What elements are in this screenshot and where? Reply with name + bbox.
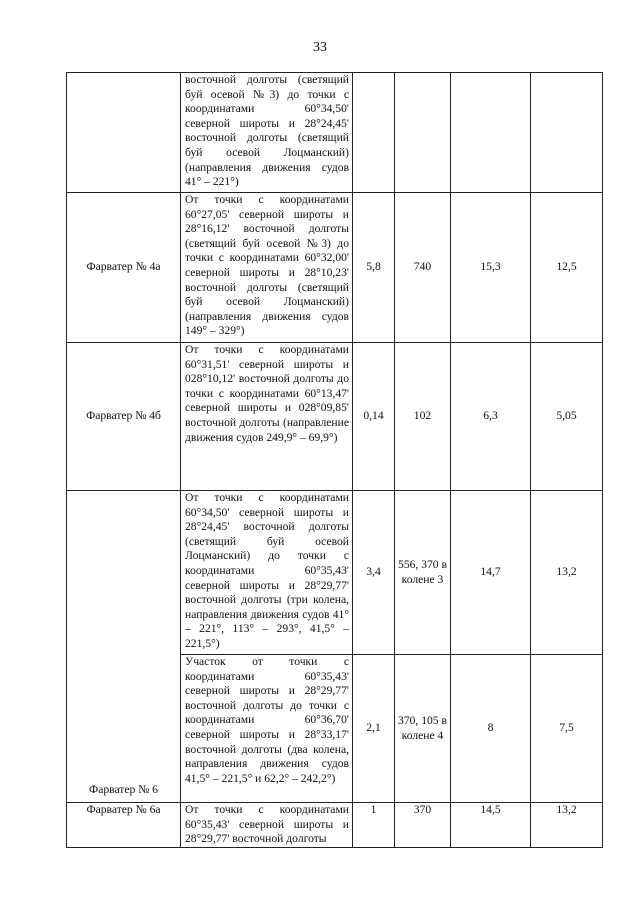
width1-cell: 14,5 — [451, 803, 531, 848]
length-cell: 3,4 — [353, 491, 395, 655]
length-cell: 1 — [353, 803, 395, 848]
fairway-name-cell: Фарватер № 4б — [67, 343, 181, 491]
width1-cell: 14,7 — [451, 491, 531, 655]
length-cell — [353, 73, 395, 193]
width2-cell: 12,5 — [531, 193, 603, 343]
fairway-name-cell: Фарватер № 4а — [67, 193, 181, 343]
page-number: 33 — [313, 40, 327, 55]
depth-cell: 102 — [395, 343, 451, 491]
width2-cell: 13,2 — [531, 803, 603, 848]
width1-cell — [451, 73, 531, 193]
width2-cell: 5,05 — [531, 343, 603, 491]
length-cell: 0,14 — [353, 343, 395, 491]
table-row — [67, 73, 603, 193]
width1-cell: 6,3 — [451, 343, 531, 491]
width2-cell: 13,2 — [531, 491, 603, 655]
width1-cell: 8 — [451, 655, 531, 803]
depth-cell: 556, 370 в колене 3 — [395, 491, 451, 655]
table-row — [67, 803, 603, 848]
width2-cell: 7,5 — [531, 655, 603, 803]
route-description-cell: От точки с координатами 60°31,51' северной широты и 028°10,12' восточной долготы до точки с координатами 60°13,47' северной широты и 028°09,85' восточной долготы (направление движения судов 249,9° – 69,9°) — [181, 343, 353, 491]
width2-cell — [531, 73, 603, 193]
depth-cell: 370 — [395, 803, 451, 848]
route-description-cell: От точки с координатами 60°34,50' северной широты и 28°24,45' восточной долготы (светящий буй осевой Лоцманский) до точки с координатами 60°35,43' северной широты и 28°29,77' восточной долготы (три колена, направления движения судов 41° – 221°, 113° – 293°, 41,5° – 221,5°) — [181, 491, 353, 655]
table-row — [67, 491, 603, 655]
route-description-cell: восточной долготы (светящий буй осевой №3) до точки с координатами 60°34,50' северной широты и 28°24,45' восточной долготы (светящий буй осевой Лоцманский) (направления движения судов 41° – 221°) — [181, 73, 353, 193]
fairway-name-cell — [67, 73, 181, 193]
fairway-table — [66, 72, 603, 848]
length-cell: 2,1 — [353, 655, 395, 803]
depth-cell: 740 — [395, 193, 451, 343]
route-description-cell: От точки с координатами 60°35,43' северной широты и 28°29,77' восточной долготы — [181, 803, 353, 848]
route-description-cell: От точки с координатами 60°27,05' северной широты и 28°16,12' восточной долготы (светящий буй осевой №3) до точки с координатами 60°32,00' северной широты и 28°10,23' восточной долготы (светящий буй осевой Лоцманский) (направления движения судов 149° – 329°) — [181, 193, 353, 343]
width1-cell: 15,3 — [451, 193, 531, 343]
fairway-name-cell: Фарватер № 6 — [67, 491, 181, 803]
table-row — [67, 193, 603, 343]
fairway-name-cell: Фарватер № 6а — [67, 803, 181, 848]
table-row — [67, 343, 603, 491]
route-description-cell: Участок от точки с координатами 60°35,43' северной широты и 28°29,77' восточной долготы до точки с координатами 60°36,70' северной широты и 28°33,17' восточной долготы (два колена, направления движения судов 41,5° – 221,5° и 62,2° – 242,2°) — [181, 655, 353, 803]
depth-cell — [395, 73, 451, 193]
depth-cell: 370, 105 в колене 4 — [395, 655, 451, 803]
length-cell: 5,8 — [353, 193, 395, 343]
